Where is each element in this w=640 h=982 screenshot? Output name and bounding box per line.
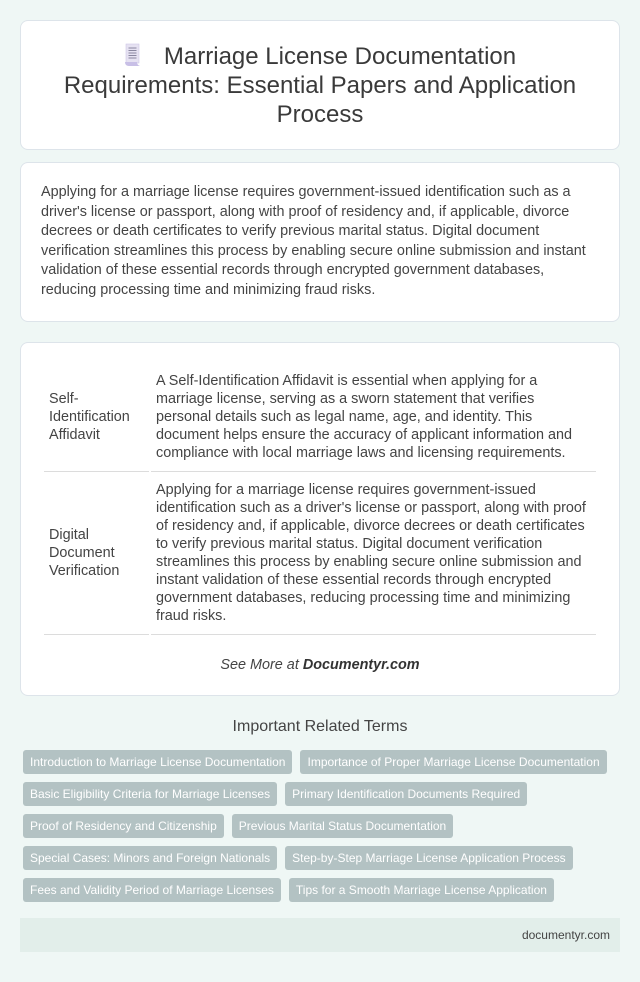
summary-text: Applying for a marriage license requires government-issued identification such as a driver's license or passport, along with proof of residency and, if applicable, divorce decrees or death certificates to verify previous marital status. Digital document verification streamlines this process by enabling secure online submission and instant validation of these essential records through encrypted government databases, reducing processing time and minimizing fraud risks. (41, 184, 586, 298)
title-card (20, 20, 620, 150)
page-title (51, 42, 589, 129)
related-tag[interactable]: Fees and Validity Period of Marriage Licenses (23, 878, 281, 902)
page-title-text: Marriage License Documentation Requirements: Essential Papers and Application Process (63, 42, 577, 128)
related-terms-tags (20, 750, 620, 902)
see-more-link[interactable]: Documentyr.com (302, 657, 420, 673)
term-cell: Self-Identification Affidavit (44, 363, 149, 472)
terms-table (42, 363, 598, 635)
table-row (44, 472, 596, 635)
see-more (42, 657, 598, 673)
document-scroll-icon (124, 43, 142, 67)
related-tag[interactable]: Previous Marital Status Documentation (232, 814, 453, 838)
related-terms-heading: Important Related Terms (232, 718, 408, 735)
term-cell: Digital Document Verification (44, 472, 149, 635)
related-tag[interactable]: Step-by-Step Marriage License Application Process (285, 846, 572, 870)
related-tag[interactable]: Importance of Proper Marriage License Documentation (300, 750, 606, 774)
related-tag[interactable]: Tips for a Smooth Marriage License Application (289, 878, 554, 902)
footer (20, 918, 620, 952)
description-cell: A Self-Identification Affidavit is essential when applying for a marriage license, serving as a sworn statement that verifies personal details such as legal name, age, and identity. This document helps ensure the accuracy of applicant information and compliance with local marriage laws and licensing requirements. (151, 363, 596, 472)
terms-table-card (20, 342, 620, 696)
related-tag[interactable]: Proof of Residency and Citizenship (23, 814, 224, 838)
related-tag[interactable]: Primary Identification Documents Required (285, 782, 527, 806)
description-cell: Applying for a marriage license requires government-issued identification such as a driver's license or passport, along with proof of residency and, if applicable, divorce decrees or death certificates to verify previous marital status. Digital document verification streamlines this process by enabling secure online submission and instant validation of these essential records through encrypted government databases, reducing processing time and minimizing fraud risks. (151, 472, 596, 635)
see-more-prefix: See More at (220, 657, 303, 673)
table-row (44, 363, 596, 472)
summary-card (20, 162, 620, 322)
related-tag[interactable]: Introduction to Marriage License Documentation (23, 750, 292, 774)
related-tag[interactable]: Basic Eligibility Criteria for Marriage Licenses (23, 782, 277, 806)
footer-site[interactable]: documentyr.com (521, 928, 610, 942)
related-tag[interactable]: Special Cases: Minors and Foreign Nationals (23, 846, 277, 870)
